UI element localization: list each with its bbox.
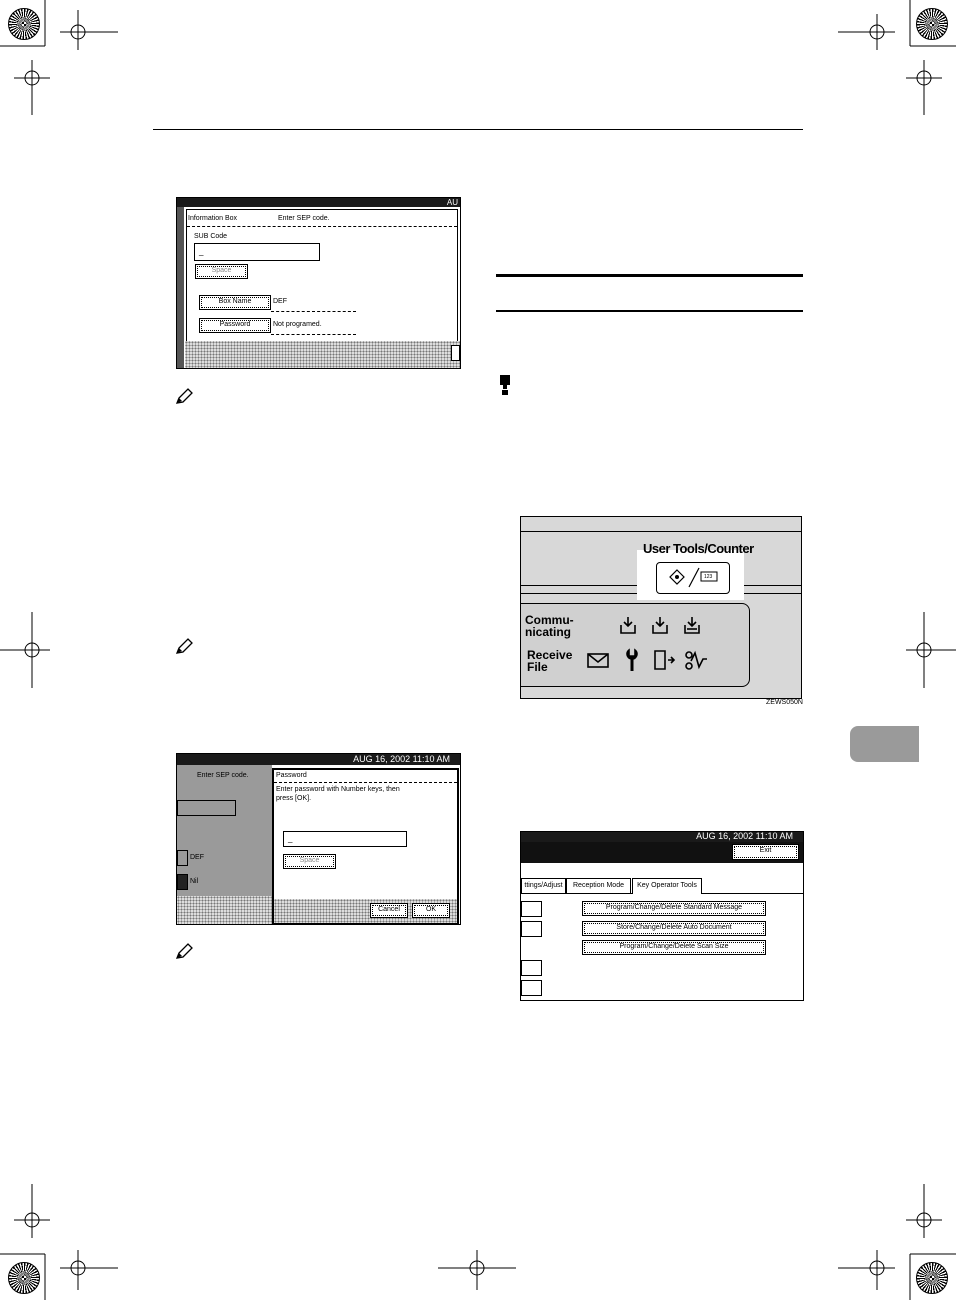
note-pencil-icon <box>175 943 193 961</box>
password-button[interactable]: Password <box>199 318 271 333</box>
screen-top-bar <box>177 198 460 207</box>
screen-datetime: AUG 16, 2002 11:10 AM <box>353 754 450 764</box>
note-pencil-icon <box>175 388 193 406</box>
information-box-screen <box>176 197 461 369</box>
auto-document-button[interactable]: Store/Change/Delete Auto Document <box>582 921 766 936</box>
header-rule <box>153 129 803 130</box>
background-def: DEF <box>190 854 204 861</box>
tab-settings-adjust[interactable]: ttings/Adjust <box>521 878 566 894</box>
title-divider <box>187 226 457 227</box>
communicating-line-1: Commu- <box>525 613 574 627</box>
scan-size-button[interactable]: Program/Change/Delete Scan Size <box>582 940 766 955</box>
background-button-nil <box>177 874 188 890</box>
chapter-tab <box>850 726 919 762</box>
password-value: Not programed. <box>273 321 322 328</box>
sub-code-field[interactable] <box>194 243 320 261</box>
background-field <box>177 800 236 816</box>
sub-code-label: SUB Code <box>194 233 228 240</box>
user-tools-icon <box>657 563 729 593</box>
dialog-title-divider <box>274 782 457 783</box>
top-right-fragment: AU <box>446 198 458 207</box>
space-button[interactable]: Space <box>195 264 248 279</box>
screen-left-strip <box>177 207 184 368</box>
section-rule-bottom <box>496 310 803 312</box>
user-tools-counter-key[interactable] <box>656 562 730 594</box>
dialog-instruction-2: press [OK]. <box>276 795 312 802</box>
screen-title-left: Information Box <box>188 215 238 222</box>
user-tools-label: User Tools/Counter <box>643 541 754 556</box>
control-panel-illustration <box>520 516 802 699</box>
tab-reception-mode[interactable]: Reception Mode <box>566 878 631 894</box>
box-name-underline <box>271 311 356 312</box>
cancel-button[interactable]: Cancel <box>370 903 408 918</box>
box-name-button[interactable]: Box Name <box>199 295 271 310</box>
background-title: Enter SEP code. <box>197 772 249 779</box>
space-button[interactable]: Space <box>283 854 336 869</box>
limitation-icon <box>498 374 512 396</box>
screen-footer-key[interactable] <box>451 345 460 361</box>
receive-line-2: File <box>527 660 548 674</box>
screen-dotted-footer <box>185 341 460 368</box>
screen-datetime: AUG 16, 2002 11:10 AM <box>696 831 793 841</box>
panel-top-edge <box>521 531 801 532</box>
tab-key-operator-tools[interactable]: Key Operator Tools <box>632 878 702 894</box>
background-button-def <box>177 850 188 866</box>
box-name-value: DEF <box>273 298 287 305</box>
dialog-title: Password <box>276 772 307 779</box>
receive-file-label <box>527 649 572 673</box>
counter-key-text: 123 <box>704 574 713 580</box>
background-dotted-footer <box>177 896 272 924</box>
left-stub-button[interactable] <box>521 921 542 937</box>
password-field-value: _ <box>288 834 293 843</box>
ok-button[interactable]: OK <box>412 903 450 918</box>
background-nil: Nil <box>190 878 199 885</box>
exit-button[interactable]: Exit <box>732 844 799 860</box>
screen-title-right: Enter SEP code. <box>278 215 330 222</box>
key-operator-tools-screen <box>520 831 804 1001</box>
receive-file-icons <box>585 647 725 677</box>
communicating-label <box>525 614 574 638</box>
section-rule-top <box>496 274 803 277</box>
password-dialog <box>272 768 459 925</box>
left-stub-button[interactable] <box>521 980 542 996</box>
receive-line-1: Receive <box>527 648 573 662</box>
password-underline <box>271 334 356 335</box>
left-stub-button[interactable] <box>521 901 542 917</box>
figure-code: ZEWS050N <box>766 699 803 706</box>
standard-message-button[interactable]: Program/Change/Delete Standard Message <box>582 901 766 916</box>
note-pencil-icon <box>175 638 193 656</box>
dialog-instruction-1: Enter password with Number keys, then <box>276 786 400 793</box>
password-dialog-screen <box>176 753 461 925</box>
sub-code-value: _ <box>199 247 204 256</box>
communicating-line-2: nicating <box>525 625 572 639</box>
password-field[interactable] <box>283 831 407 847</box>
left-stub-button[interactable] <box>521 960 542 976</box>
